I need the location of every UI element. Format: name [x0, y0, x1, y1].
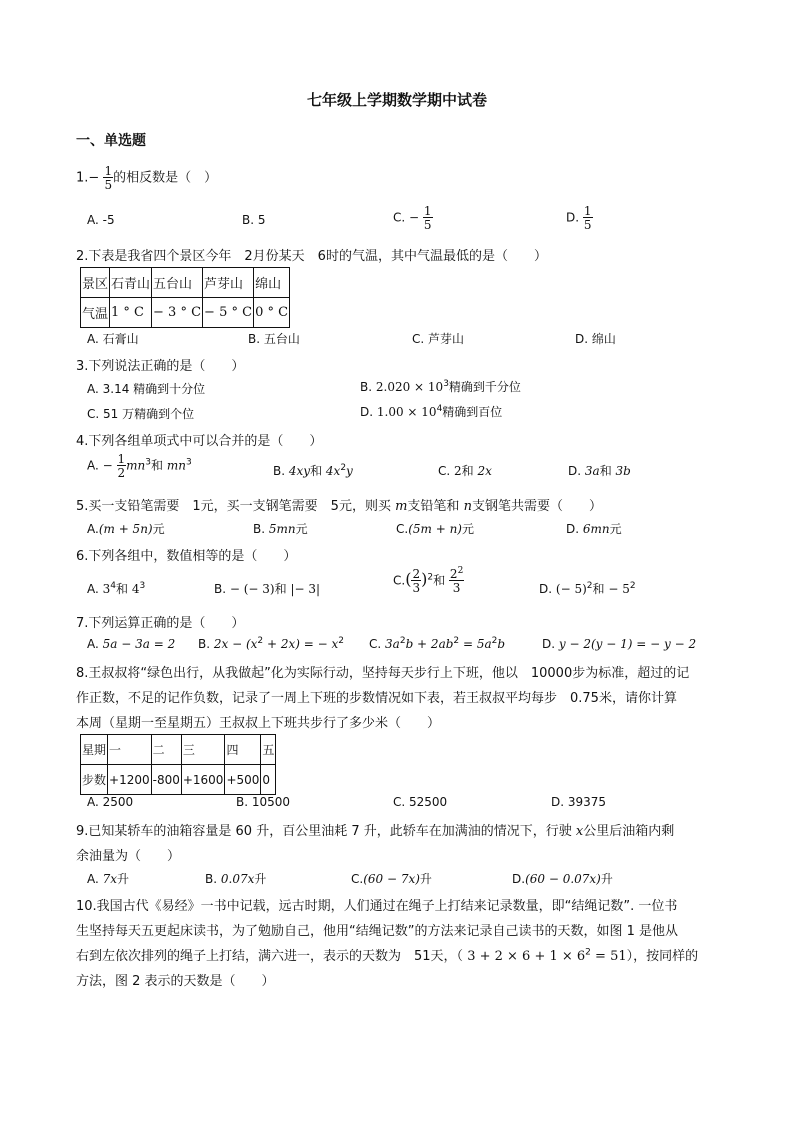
q6-c-num2-exp: 2 [457, 566, 464, 576]
q9-option-c [351, 870, 432, 887]
table-cell: 0 ° C [254, 298, 290, 328]
q6-c-num2 [449, 568, 464, 581]
q4-a-math2: mn [166, 458, 186, 473]
q4-b-label: B. [273, 464, 286, 478]
q4-a-fraction [117, 453, 127, 479]
q4-c-math: 2 [454, 464, 462, 478]
table-cell: 三 [181, 735, 225, 765]
q4-a-exp2: 3 [185, 457, 192, 468]
q3-option-a: A. 3.14 精确到十分位 [87, 382, 206, 396]
q7-a-math: 5a − 3a = 2 [102, 637, 176, 651]
q4-option-c [438, 462, 492, 479]
q3-b-text: 精确到千分位 [448, 380, 521, 394]
q6-b-and: 和 [274, 582, 287, 596]
q4-option-a [87, 453, 192, 479]
q9-b-unit: 升 [254, 872, 267, 886]
table-cell: +1600 [181, 765, 225, 795]
question-9-line-1 [76, 820, 674, 839]
q1-c-fraction [423, 205, 433, 231]
table-cell: 星期 [81, 735, 108, 765]
q5-a-label: A. [87, 522, 99, 536]
q4-a-math: mn [126, 458, 146, 473]
q1-fraction [103, 165, 113, 191]
q6-a-exp: 4 [110, 581, 117, 591]
q2-option-d: D. 绵山 [575, 332, 616, 346]
question-1 [76, 165, 217, 191]
q6-c-den: 3 [412, 581, 421, 595]
page-title: 七年级上学期数学期中试卷 [306, 91, 487, 109]
q6-c-lparen: ( [405, 569, 412, 589]
q1-d-num: 1 [583, 204, 592, 218]
q6-c-fraction2 [449, 568, 464, 594]
q4-a-exp: 3 [145, 457, 152, 468]
q5-b-math: 5mn [268, 522, 296, 536]
table-cell: 绵山 [254, 268, 290, 298]
q9-b-math: 0.07x [220, 872, 255, 886]
q7-b-math: 2x − (x [213, 637, 258, 651]
q6-c-num: 2 [412, 567, 421, 581]
q5-d-math: 6mn [582, 522, 610, 536]
q5-d-unit: 元 [609, 522, 622, 536]
q5-option-a [87, 520, 165, 537]
q9-d-unit: 升 [600, 872, 613, 886]
q1-c-minus: − [409, 210, 420, 225]
q5-b-label: B. [253, 522, 266, 536]
q7-c-exp: 2 [399, 636, 406, 646]
q9-d-label: D. [512, 872, 526, 886]
q5-option-b [253, 520, 308, 537]
table-row [81, 298, 290, 328]
table-row [81, 765, 276, 795]
table-cell: − 5 ° C [203, 298, 254, 328]
q4-b-exp: 2 [340, 463, 347, 473]
q8-option-c: C. 52500 [393, 795, 448, 809]
table-cell: +500 [225, 765, 261, 795]
q3-option-d [360, 403, 502, 420]
q4-b-and: 和 [310, 464, 323, 478]
q6-c-and: 和 [433, 573, 446, 588]
table-cell: 芦芽山 [203, 268, 254, 298]
q7-b-exp: 2 [257, 636, 264, 646]
q5-text-b: 支铅笔和 [407, 499, 460, 514]
q3-b-exp: 3 [443, 379, 449, 389]
q5-option-d [566, 520, 622, 537]
q6-option-c [393, 568, 464, 594]
q7-c-math: 3a [385, 637, 400, 651]
question-2: 2.下表是我省四个景区今年 2月份某天 6时的气温，其中气温最低的是（ ） [76, 249, 547, 264]
q7-c-exp3: 2 [491, 636, 498, 646]
table-cell: +1200 [108, 765, 152, 795]
q4-c-math2: 2x [477, 464, 492, 478]
table-cell: 一 [108, 735, 152, 765]
q6-d-exp2: 2 [629, 581, 636, 591]
q6-c-exp: 2 [427, 572, 434, 583]
q1-option-c [393, 205, 433, 231]
q5-n: n [463, 499, 472, 514]
table-cell: -800 [151, 765, 181, 795]
q6-a-and: 和 [116, 582, 129, 596]
q3-option-b [360, 378, 521, 395]
question-4: 4.下列各组单项式中可以合并的是（ ） [76, 434, 323, 449]
q9-a-math: 7x [102, 872, 118, 886]
q10-text-b: ），按同样的 [626, 949, 699, 964]
q9-b-label: B. [205, 872, 218, 886]
q1-option-a: A. -5 [87, 213, 115, 227]
q2-option-c: C. 芦芽山 [412, 332, 465, 346]
q3-b-math: 2.020 × 10 [375, 380, 444, 394]
q4-d-label: D. [568, 464, 582, 478]
q9-d-math: (60 − 0.07x) [525, 872, 601, 886]
q9-option-a [87, 870, 129, 887]
table-cell: 四 [225, 735, 261, 765]
q4-b-math: 4xy [288, 464, 311, 478]
q6-c-rparen: ) [421, 569, 428, 589]
q9-a-unit: 升 [117, 872, 130, 886]
q6-c-num2-base: 2 [449, 567, 458, 581]
q7-c-label: C. [369, 637, 382, 651]
q9-text-a: 9.已知某轿车的油箱容量是 60 升，百公里油耗 7 升，此轿车在加满油的情况下，行驶 [76, 824, 572, 839]
question-10-line-2: 生坚持每天五更起床读书，为了勉励自己，他用“结绳记数”的方法来记录自己读书的天数，如图 1 是他从 [76, 924, 679, 939]
q9-a-label: A. [87, 872, 99, 886]
q5-a-math: (m + 5n) [98, 522, 153, 536]
q3-d-text: 精确到百位 [442, 405, 503, 419]
q6-a-base: 3 [102, 582, 111, 596]
question-5 [76, 495, 602, 514]
q6-b-math: − (− 3) [229, 582, 275, 596]
table-cell: 景区 [81, 268, 110, 298]
q1-text: 的相反数是（ ） [113, 170, 218, 186]
q7-option-a [87, 637, 175, 651]
q6-c-label: C. [393, 573, 406, 588]
table-row [81, 268, 290, 298]
q1-c-den: 5 [423, 218, 432, 232]
q1-number: 1. [76, 170, 89, 186]
q6-a-base2: 4 [131, 582, 140, 596]
q4-option-b [273, 462, 353, 479]
q1-minus: − [88, 170, 100, 186]
section-heading: 一、单选题 [76, 133, 146, 149]
question-3: 3.下列说法正确的是（ ） [76, 359, 245, 374]
q5-c-unit: 元 [462, 522, 475, 536]
table-row [81, 735, 276, 765]
q9-c-label: C. [351, 872, 364, 886]
q8-option-b: B. 10500 [236, 795, 291, 809]
q8-option-d: D. 39375 [551, 795, 607, 809]
q7-c-exp2: 2 [453, 636, 460, 646]
q1-d-label: D. [566, 210, 580, 225]
q3-option-c: C. 51 万精确到个位 [87, 407, 195, 421]
question-7: 7.下列运算正确的是（ ） [76, 616, 245, 631]
question-10-line-3 [76, 945, 698, 964]
q7-d-label: D. [542, 637, 556, 651]
q8-option-a: A. 2500 [87, 795, 134, 809]
q1-d-fraction [583, 205, 593, 231]
q6-c-den2: 3 [452, 581, 461, 595]
q1-denominator: 5 [104, 178, 113, 192]
question-6: 6.下列各组中，数值相等的是（ ） [76, 549, 297, 564]
q2-option-a: A. 石膏山 [87, 332, 139, 346]
q7-b-math2: + 2x) = − x [263, 637, 339, 651]
q6-option-b [214, 580, 320, 597]
q7-d-math: y − 2(y − 1) = − y − 2 [558, 637, 697, 651]
q4-d-math: 3a [584, 464, 600, 478]
table-cell: 石青山 [110, 268, 152, 298]
question-8-line-2: 作正数，不足的记作负数，记录了一周上下班的步数情况如下表，若王叔叔平均每步 0.75米，请你计算 [76, 691, 677, 706]
table-cell: 1 ° C [110, 298, 152, 328]
q9-x: x [575, 824, 584, 839]
q1-option-b: B. 5 [242, 213, 266, 227]
question-10-line-1: 10.我国古代《易经》一书中记载，远古时期，人们通过在绳子上打结来记录数量，即“结绳记数”. 一位书 [76, 899, 678, 914]
q4-a-and: 和 [151, 458, 164, 473]
q5-d-label: D. [566, 522, 580, 536]
q6-d-label: D. [539, 582, 553, 596]
q4-b-math2: 4x [325, 464, 341, 478]
q1-option-d [566, 205, 593, 231]
q6-d-math: (− 5) [555, 582, 587, 596]
q10-math2: = 51 [590, 949, 627, 964]
q4-b-y: y [346, 464, 353, 478]
q3-b-label: B. [360, 380, 373, 394]
q6-option-a [87, 580, 145, 597]
q9-option-d [512, 870, 613, 887]
q6-option-d [539, 580, 636, 597]
table-cell: 0 [261, 765, 276, 795]
q6-b-math2: |− 3| [290, 582, 321, 596]
q7-a-label: A. [87, 637, 99, 651]
q1-numerator: 1 [104, 164, 113, 178]
q4-a-minus: − [102, 458, 113, 473]
q6-d-and: 和 [592, 582, 605, 596]
q7-b-exp2: 2 [338, 636, 344, 646]
q7-option-d [542, 637, 696, 651]
q7-option-b [198, 637, 344, 651]
q2-temperature-table [80, 267, 290, 328]
q4-c-and: 和 [461, 464, 474, 478]
q9-c-unit: 升 [419, 872, 432, 886]
q9-option-b [205, 870, 266, 887]
q6-a-exp2: 3 [139, 581, 146, 591]
table-cell: − 3 ° C [152, 298, 203, 328]
q1-c-label: C. [393, 210, 406, 225]
table-cell: 气温 [81, 298, 110, 328]
q10-exp: 2 [585, 947, 591, 958]
table-cell: 二 [151, 735, 181, 765]
q7-option-c [369, 637, 505, 651]
q8-steps-table [80, 734, 276, 795]
q4-d-math2: 3b [615, 464, 631, 478]
q5-option-c [396, 520, 474, 537]
q7-c-math4: b [497, 637, 506, 651]
q4-a-label: A. [87, 458, 99, 473]
q7-b-label: B. [198, 637, 211, 651]
q3-d-math: 1.00 × 10 [376, 405, 437, 419]
q5-text-a: 5.买一支铅笔需要 1元，买一支钢笔需要 5元，则买 [76, 499, 391, 514]
table-cell: 五 [261, 735, 276, 765]
q5-b-unit: 元 [295, 522, 308, 536]
q4-a-den: 2 [117, 466, 126, 480]
q7-c-math3: = 5a [459, 637, 492, 651]
q4-d-and: 和 [599, 464, 612, 478]
q2-option-b: B. 五台山 [248, 332, 300, 346]
q6-a-label: A. [87, 582, 99, 596]
question-9-line-2: 余油量为（ ） [76, 849, 181, 864]
q5-m: m [395, 499, 408, 514]
q10-text-a: 右到左依次排列的绳子上打结，满六进一，表示的天数为 51天，（ [76, 949, 464, 964]
question-8-line-3: 本周（星期一至星期五）王叔叔上下班共步行了多少米（ ） [76, 716, 441, 731]
q9-c-math: (60 − 7x) [363, 872, 420, 886]
q7-c-math2: b + 2ab [405, 637, 454, 651]
q4-option-d [568, 462, 631, 479]
q5-text-c: 支钢笔共需要（ ） [471, 499, 602, 514]
q3-d-label: D. [360, 405, 374, 419]
q6-d-exp: 2 [586, 581, 593, 591]
table-cell: 步数 [81, 765, 108, 795]
q1-c-num: 1 [423, 204, 432, 218]
q3-d-exp: 4 [436, 404, 443, 414]
q6-b-label: B. [214, 582, 227, 596]
q4-a-num: 1 [117, 452, 126, 466]
table-cell: 五台山 [152, 268, 203, 298]
q5-a-unit: 元 [152, 522, 165, 536]
q5-c-label: C. [396, 522, 409, 536]
q1-d-den: 5 [583, 218, 592, 232]
q5-c-math: (5m + n) [408, 522, 462, 536]
q9-text-b: 公里后油箱内剩 [583, 824, 675, 839]
question-10-line-4: 方法，图 2 表示的天数是（ ） [76, 974, 275, 989]
q4-c-label: C. [438, 464, 451, 478]
question-8-line-1: 8.王叔叔将“绿色出行，从我做起”化为实际行动，坚持每天步行上下班，他以 10000步为标准，超过的记 [76, 666, 690, 681]
q10-math: 3 + 2 × 6 + 1 × 6 [467, 949, 586, 964]
q6-c-fraction [411, 568, 421, 594]
q6-d-math2: − 5 [608, 582, 630, 596]
